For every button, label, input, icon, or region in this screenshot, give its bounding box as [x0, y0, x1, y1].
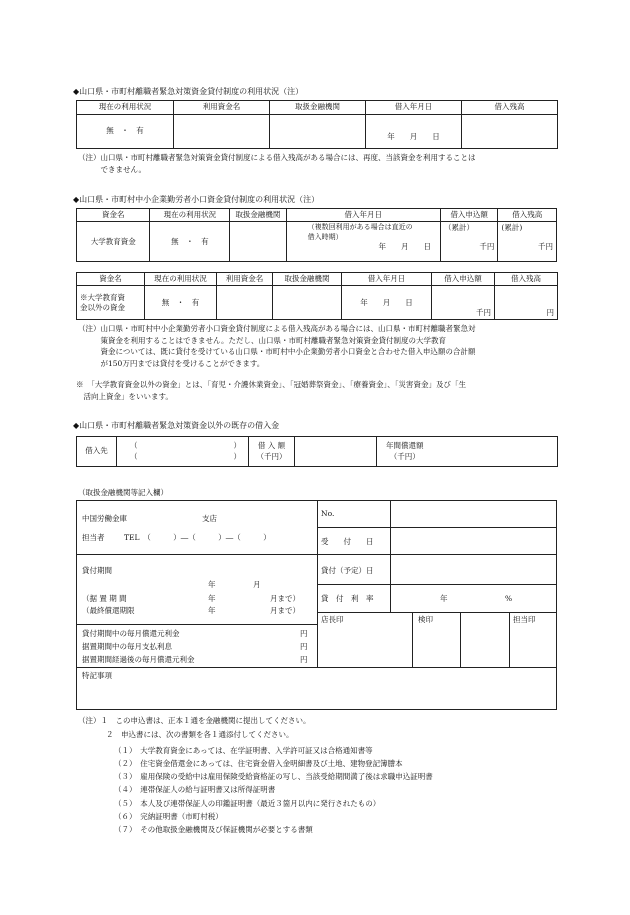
s2a-balance-unit: 千円 [538, 242, 553, 252]
section2-note1: （注）山口県・市町村中小企業勤労者小口資金貸付制度による借入残高がある場合には、山口県・市町村離職者緊急対 策資金を利用することはできません。ただし、山口県・市町村離職者緊急対策資金貸付制度の大学教育 資金については、既に貸付を受けている山口県・市町村中小企業勤労者小口資金と合わせた借入申込額の合計額 が150万円までは貸付を受けることができます。 [78, 324, 476, 368]
section1-note: （注）山口県・市町村離職者緊急対策資金貸付制度による借入残高がある場合には、再度、当該資金を利用することは できません。 [78, 153, 476, 174]
s3-amount-label: 借 入 額 （千円） [249, 437, 295, 467]
s2b-usage-choice[interactable]: 無 ・ 有 [145, 286, 217, 320]
loan-period-label: 貸付期間 [82, 566, 112, 575]
section2-title: ◆山口県・市町村中小企業勤労者小口資金貸付制度の利用状況（注） [73, 195, 320, 204]
s3-lender-input[interactable] [117, 437, 249, 467]
bank-tel[interactable]: TEL （ ）―（ ）―（ ） [124, 533, 271, 542]
s2b-header-fundname: 利用資金名 [217, 273, 273, 286]
footer-note-1: （注）１ この申込書は、正本１通を金融機関に提出してください。 [78, 716, 311, 725]
s1-usage-choice[interactable]: 無 ・ 有 [77, 115, 174, 149]
s2b-balance-cell[interactable]: 円 [495, 286, 558, 320]
s2a-applied-cell[interactable] [440, 222, 497, 262]
s2a-usage-choice[interactable]: 無 ・ 有 [150, 222, 230, 262]
doc-item: （４） 連帯保証人の給与証明書又は所得証明書 [114, 785, 276, 795]
after-grace-yen: 円 [300, 655, 308, 664]
s1-balance-cell[interactable] [462, 115, 558, 149]
s3-lender-label: 借入先 [77, 437, 117, 467]
s1-header-bank: 取扱金融機関 [270, 101, 366, 115]
s2a-date-note: （複数回利用がある場合は直近の 借入時期） [307, 223, 413, 241]
final-label: （最終償還期限 [82, 606, 135, 615]
s2a-applied-unit: 千円 [479, 242, 495, 252]
bank-stamp-div-3 [509, 612, 510, 667]
s2a-header-balance: 借入残高 [498, 209, 557, 222]
s2b-applied-cell[interactable]: 千円 [432, 286, 495, 320]
bank-line-full [76, 667, 557, 668]
bank-caption: （取扱金融機関等記入欄） [78, 488, 168, 497]
section2-note2: ※ 「大学教育資金以外の資金」とは、「育児・介護休業資金」、「冠婚葬祭資金」、「療養資金」、「災害資金」及び「生 活向上資金」をいいます。 [76, 380, 466, 401]
s3-paren-open-2: （ [130, 451, 138, 461]
s2a-date-value: 年 月 日 [378, 242, 431, 251]
planned-date-label: 貸付（予定）日 [321, 566, 374, 575]
bank-line-left-1 [76, 554, 317, 555]
footer-doc-list [114, 744, 433, 836]
section2-table-a [76, 208, 557, 262]
s2a-date-cell[interactable] [286, 222, 440, 262]
monthly-repay-yen: 円 [300, 629, 308, 638]
s2a-bank-cell[interactable] [230, 222, 286, 262]
final-year: 年 [208, 606, 216, 615]
s2b-date-cell[interactable]: 年 月 日 [342, 286, 432, 320]
s2b-fund-name: ※大学教育資 金以外の資金 [77, 286, 145, 320]
s3-paren-close-2: ） [233, 451, 241, 461]
doc-item: （１） 大学教育資金にあっては、在学証明書、入学許可証又は合格通知書等 [114, 746, 373, 755]
handler-stamp-label: 担当印 [513, 615, 536, 624]
after-grace-label: 据置期間経過後の毎月償還元利金 [82, 655, 195, 664]
grace-until: 月まで） [270, 594, 300, 603]
doc-item: （７） その他取扱金融機関及び保証機関が必要とする書類 [114, 824, 313, 834]
s2b-header-bank: 取扱金融機関 [273, 273, 342, 286]
s3-amount-input[interactable] [295, 437, 377, 467]
s2b-fundname-cell[interactable] [217, 286, 273, 320]
rate-year: 年 [440, 594, 448, 603]
section2-table-b [76, 272, 558, 320]
s3-paren-open-1: （ [130, 441, 138, 451]
s1-header-balance: 借入残高 [462, 101, 558, 115]
monthly-repay-label: 貸付期間中の毎月償還元利金 [82, 629, 180, 638]
s2b-header-applied: 借入申込額 [432, 273, 495, 286]
section3-title: ◆山口県・市町村離職者緊急対策資金以外の既存の借入金 [73, 421, 280, 430]
bank-line-right-1 [317, 527, 557, 528]
rate-percent: % [505, 594, 513, 603]
bank-stamp-div-2 [460, 612, 461, 667]
final-until: 月まで） [270, 606, 300, 615]
doc-item: （２） 住宅資金借還金にあっては、住宅資金借入金明細書及び土地、建物登記簿謄本 [114, 759, 403, 769]
grace-interest-yen: 円 [300, 642, 308, 651]
bank-receipt-label: 受 付 日 [321, 537, 374, 546]
s1-header-date: 借入年月日 [366, 101, 462, 115]
bank-branch: 支店 [202, 514, 217, 523]
footer-note-2: ２ 申込書には、次の書類を各１通添付してください。 [106, 730, 294, 739]
bank-name: 中国労働金庫 [82, 514, 127, 523]
bank-line-right-4 [317, 612, 557, 613]
bank-line-right-3 [317, 584, 557, 585]
s1-header-usage: 現在の利用状況 [77, 101, 174, 115]
s2b-header-date: 借入年月日 [342, 273, 432, 286]
s1-date-cell[interactable]: 年 月 日 [366, 115, 462, 149]
s3-annual-input[interactable] [433, 437, 558, 467]
s3-paren-close-1: ） [233, 441, 241, 451]
bank-no-label: No. [321, 509, 335, 518]
s2a-balance-note: (累計) [501, 223, 523, 233]
bank-right-label-divider [390, 500, 391, 612]
section1-title: ◆山口県・市町村離職者緊急対策資金貸付制度の利用状況（注） [73, 87, 304, 96]
section1-table [76, 100, 558, 149]
bank-staff: 担当者 [82, 533, 105, 542]
s2a-fund-name: 大学教育資金 [77, 222, 150, 262]
bank-stamp-div-1 [412, 612, 413, 667]
s2a-header-bank: 取扱金融機関 [230, 209, 286, 222]
s2a-header-applied: 借入申込額 [440, 209, 497, 222]
s2b-header-usage: 現在の利用状況 [145, 273, 217, 286]
rate-label: 貸 付 利 率 [321, 594, 374, 603]
s2a-header-usage: 現在の利用状況 [150, 209, 230, 222]
doc-item: （６） 完納証明書（市町村税） [114, 811, 223, 821]
doc-item: （５） 本人及び連帯保証人の印鑑証明書（最近３箇月以内に発行されたもの） [114, 798, 381, 808]
s2a-header-date: 借入年月日 [286, 209, 440, 222]
s1-header-fund: 利用資金名 [174, 101, 270, 115]
doc-item: （３） 雇用保険の受給中は雇用保険受給資格証の写し、当該受給期間満了後は求職申込証明書 [114, 772, 433, 782]
inspect-stamp-label: 検印 [418, 615, 433, 624]
s2a-header-fund: 資金名 [77, 209, 150, 222]
section3-table [76, 436, 558, 467]
s3-annual-label: 年間償還額 （千円） [377, 437, 433, 467]
special-notes-label: 特記事項 [82, 671, 112, 680]
s2b-header-balance: 借入残高 [495, 273, 558, 286]
grace-interest-label: 据置期間中の毎月支払利息 [82, 642, 172, 651]
bank-line-right-2 [317, 554, 557, 555]
s2b-header-fund: 資金名 [77, 273, 145, 286]
manager-stamp-label: 店長印 [321, 615, 344, 624]
grace-label: （据 置 期 間 [82, 594, 127, 603]
s2a-applied-note: （累計） [443, 223, 474, 233]
s2b-bank-cell[interactable] [273, 286, 342, 320]
s2a-balance-cell[interactable] [498, 222, 557, 262]
bank-line-left-2 [76, 624, 317, 625]
s1-fund-cell[interactable] [174, 115, 270, 149]
s1-bank-cell[interactable] [270, 115, 366, 149]
grace-year: 年 [208, 594, 216, 603]
loan-period-ym: 年 月 [208, 580, 261, 589]
